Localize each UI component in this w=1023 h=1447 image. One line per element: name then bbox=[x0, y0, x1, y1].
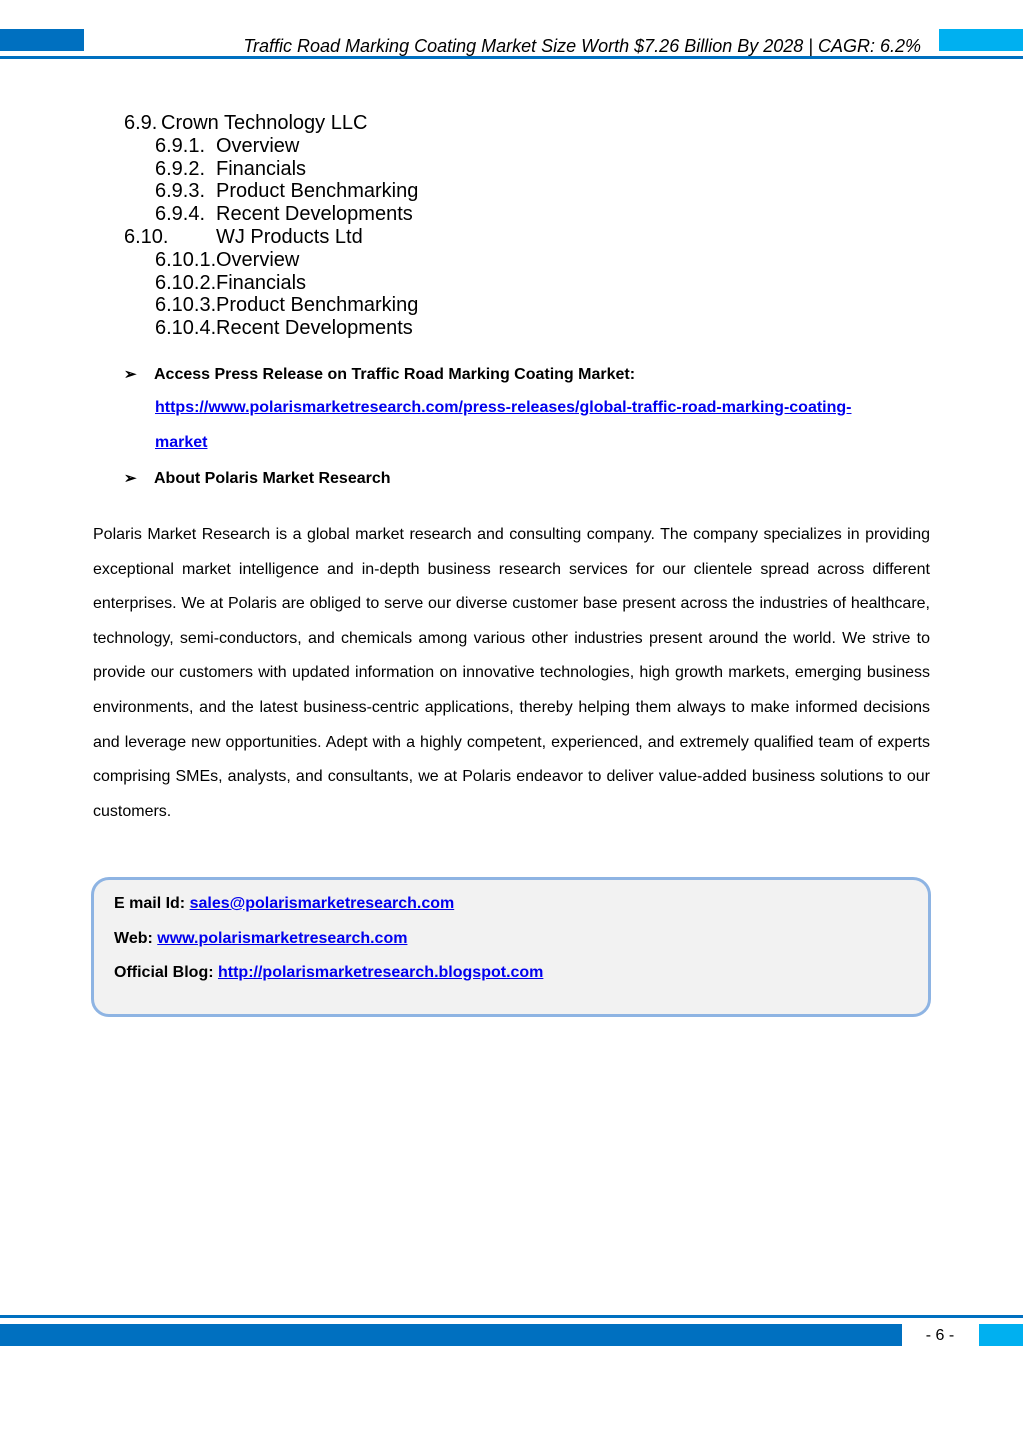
toc-number: 6.10.3. bbox=[155, 294, 217, 317]
about-heading bbox=[124, 469, 391, 488]
toc-text: Recent Developments bbox=[216, 203, 413, 226]
press-release-heading bbox=[124, 365, 635, 384]
footer-divider bbox=[0, 1315, 1023, 1318]
toc-number: 6.9.1. bbox=[155, 134, 206, 157]
toc-text: Financials bbox=[216, 271, 307, 294]
email-label: E mail Id: bbox=[114, 895, 190, 912]
press-release-link-continued[interactable]: market bbox=[155, 434, 208, 451]
blog-link[interactable]: http://polarismarketresearch.blogspot.com bbox=[218, 964, 544, 981]
contact-email-row bbox=[114, 895, 454, 913]
footer-right-bar bbox=[979, 1324, 1023, 1346]
web-label: Web: bbox=[114, 930, 158, 947]
toc-number: 6.9. bbox=[124, 112, 158, 134]
toc-text: Overview bbox=[216, 248, 300, 271]
page-number: - 6 - bbox=[925, 1327, 955, 1344]
press-release-link[interactable]: https://www.polarismarketresearch.com/press-releases/global-traffic-road-marking-coating- bbox=[155, 399, 852, 416]
toc-number: 6.9.2. bbox=[155, 157, 206, 180]
header-title: Traffic Road Marking Coating Market Size Worth $7.26 Billion By 2028 | CAGR: 6.2% bbox=[243, 36, 921, 56]
toc-text: Overview bbox=[216, 134, 300, 157]
blog-label: Official Blog: bbox=[114, 964, 218, 981]
contact-web-row bbox=[114, 930, 407, 948]
toc-number: 6.10.1. bbox=[155, 248, 217, 271]
toc-text: Crown Technology LLC bbox=[161, 112, 368, 134]
web-link[interactable]: www.polarismarketresearch.com bbox=[157, 930, 408, 947]
toc-number: 6.10.2. bbox=[155, 271, 217, 294]
about-heading-text: About Polaris Market Research bbox=[154, 470, 391, 487]
toc-text: Recent Developments bbox=[216, 317, 413, 340]
toc-number: 6.9.4. bbox=[155, 203, 206, 226]
toc-text: Financials bbox=[216, 157, 307, 180]
header-right-bar bbox=[939, 29, 1023, 51]
about-paragraph: Polaris Market Research is a global market research and consulting company. The company specializes in providing exceptional market intelligence and in-depth business research services for our clientele spread across different enterprises. We at Polaris are obliged to serve our diverse customer base present across the industries of healthcare, technology, semi-conductors, and chemicals among various other industries present around the world. We strive to provide our customers with updated information on innovative technologies, high growth markets, emerging business environments, and the latest business-centric applications, thereby helping them always to make informed decisions and leverage new opportunities. Adept with a highly competent, experienced, and extremely qualified team of experts comprising SMEs, analysts, and consultants, we at Polaris endeavor to deliver value-added business solutions to our customers. bbox=[93, 526, 930, 820]
toc-number: 6.10.4. bbox=[155, 317, 217, 340]
header-divider bbox=[0, 56, 1023, 59]
arrow-bullet-icon: ➢ bbox=[124, 366, 137, 383]
contact-box bbox=[91, 877, 931, 1017]
contact-blog-row bbox=[114, 964, 543, 982]
toc-number: 6.10. bbox=[124, 225, 169, 248]
email-link[interactable]: sales@polarismarketresearch.com bbox=[189, 895, 455, 912]
toc-text: WJ Products Ltd bbox=[216, 225, 363, 248]
toc-text: Product Benchmarking bbox=[216, 294, 419, 317]
arrow-bullet-icon: ➢ bbox=[124, 470, 137, 487]
toc-text: Product Benchmarking bbox=[216, 180, 419, 203]
footer-bar bbox=[0, 1324, 902, 1346]
press-release-heading-text: Access Press Release on Traffic Road Marking Coating Market: bbox=[154, 366, 636, 383]
toc-number: 6.9.3. bbox=[155, 180, 206, 203]
